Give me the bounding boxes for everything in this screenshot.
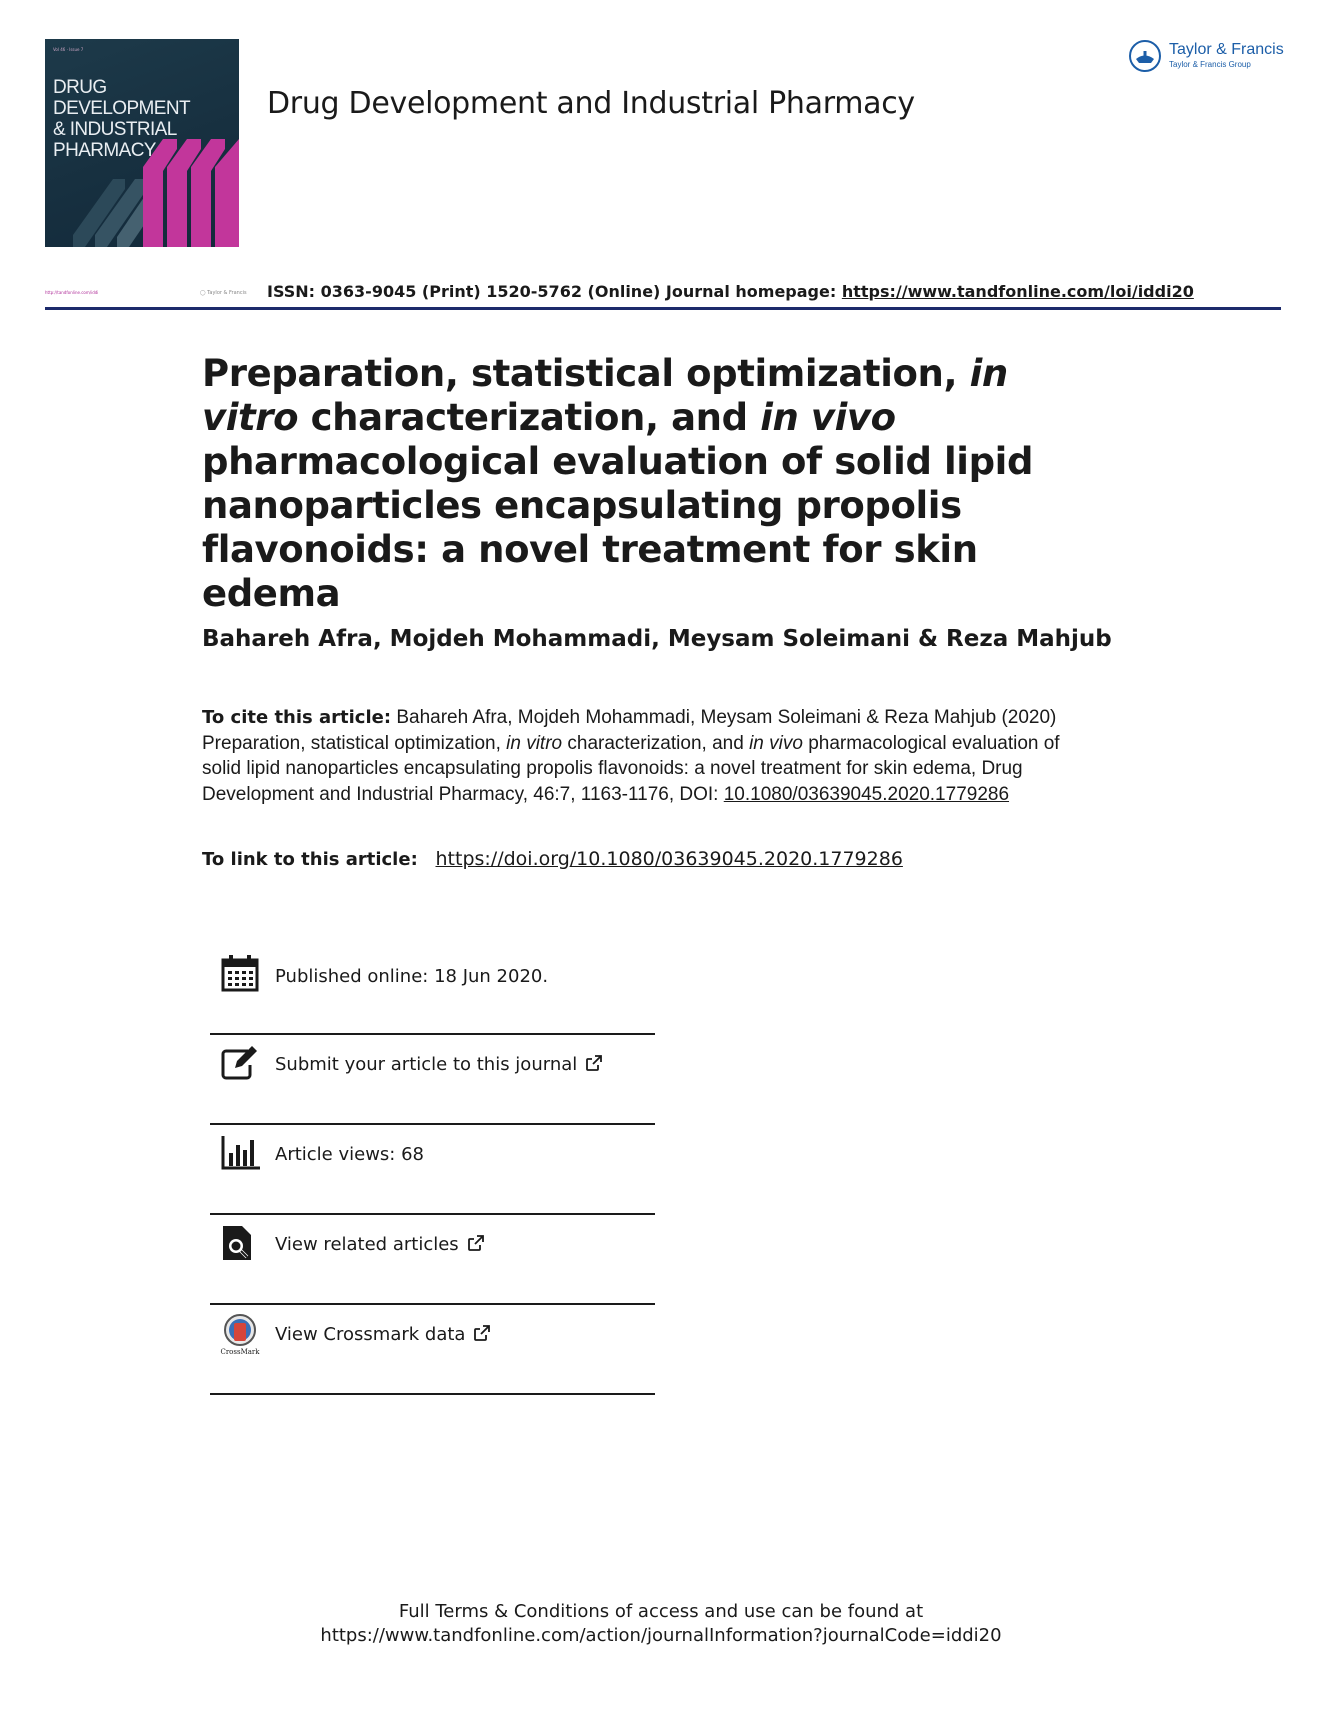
article-views-item (210, 1125, 655, 1215)
journal-name: Drug Development and Industrial Pharmacy (267, 86, 915, 121)
publisher-tiny-logo: ◯ Taylor & Francis (200, 290, 247, 296)
search-document-icon (220, 1223, 260, 1263)
bar-chart-icon (220, 1133, 260, 1173)
submit-article-item[interactable] (210, 1035, 655, 1125)
article-link-row (202, 848, 903, 870)
issn-text: ISSN: 0363-9045 (Print) 1520-5762 (Online) Journal homepage: https://www.tandfonline.com/loi/iddi20 (267, 282, 1194, 301)
crossmark-icon (220, 1313, 260, 1356)
citation-block: To cite this article: Bahareh Afra, Mojdeh Mohammadi, Meysam Soleimani & Reza Mahjub (2020) Preparation, statistical optimization, in vitro characterization, and in vivo pharmacological evaluation of solid lipid nanoparticles encapsulating propolis flavonoids: a novel treatment for skin edema, Drug Development and Industrial Pharmacy, 46:7, 1163-1176, DOI: 10.1080/03639045.2020.1779286 (202, 707, 1060, 805)
cover-title: DRUG DEVELOPMENT & INDUSTRIAL PHARMACY (53, 77, 190, 161)
header-divider (45, 307, 1281, 310)
external-link-icon (473, 1324, 491, 1347)
article-authors: Bahareh Afra, Mojdeh Mohammadi, Meysam Soleimani & Reza Mahjub (202, 626, 1112, 652)
footer-terms-link[interactable]: https://www.tandfonline.com/action/journalInformation?journalCode=iddi20 (320, 1625, 1002, 1646)
journal-cover (45, 39, 239, 247)
published-online-text: Published online: 18 Jun 2020. (275, 966, 549, 987)
link-label: To link to this article: (202, 849, 418, 870)
related-articles-link[interactable]: View related articles (275, 1234, 485, 1257)
crossmark-logo-text: CrossMark (220, 1348, 260, 1356)
citation-label: To cite this article: (202, 707, 392, 728)
footer-line-1: Full Terms & Conditions of access and use can be found at (398, 1601, 924, 1622)
article-info-list (210, 945, 655, 1395)
crossmark-item[interactable] (210, 1305, 655, 1395)
edit-icon (220, 1043, 260, 1083)
terms-footer (0, 1600, 1322, 1648)
related-articles-item[interactable] (210, 1215, 655, 1305)
crossmark-link[interactable]: View Crossmark data (275, 1324, 491, 1347)
journal-homepage-link[interactable]: https://www.tandfonline.com/loi/iddi20 (841, 282, 1194, 301)
submit-article-link[interactable]: Submit your article to this journal (275, 1054, 603, 1077)
publisher-emblem-icon (1129, 40, 1161, 72)
external-link-icon (467, 1234, 485, 1257)
citation-doi-link[interactable]: 10.1080/03639045.2020.1779286 (723, 783, 1010, 805)
cover-url-tiny: http://tandfonline.com/iddi (45, 290, 99, 295)
published-online-item (210, 945, 655, 1035)
article-views-text: Article views: 68 (275, 1144, 424, 1165)
publisher-group: Taylor & Francis Group (1169, 60, 1251, 69)
cover-volume-text: Vol 46 · Issue 7 (53, 47, 84, 52)
external-link-icon (585, 1054, 603, 1077)
article-doi-link[interactable]: https://doi.org/10.1080/03639045.2020.1779286 (435, 848, 903, 870)
article-title: Preparation, statistical optimization, in vitro characterization, and in vivo pharmacological evaluation of solid lipid nanoparticles encapsulating propolis flavonoids: a novel treatment for skin edema (202, 352, 1034, 615)
publisher-logo[interactable] (1127, 38, 1287, 78)
publisher-name: Taylor & Francis (1169, 41, 1284, 58)
calendar-icon (220, 953, 260, 993)
